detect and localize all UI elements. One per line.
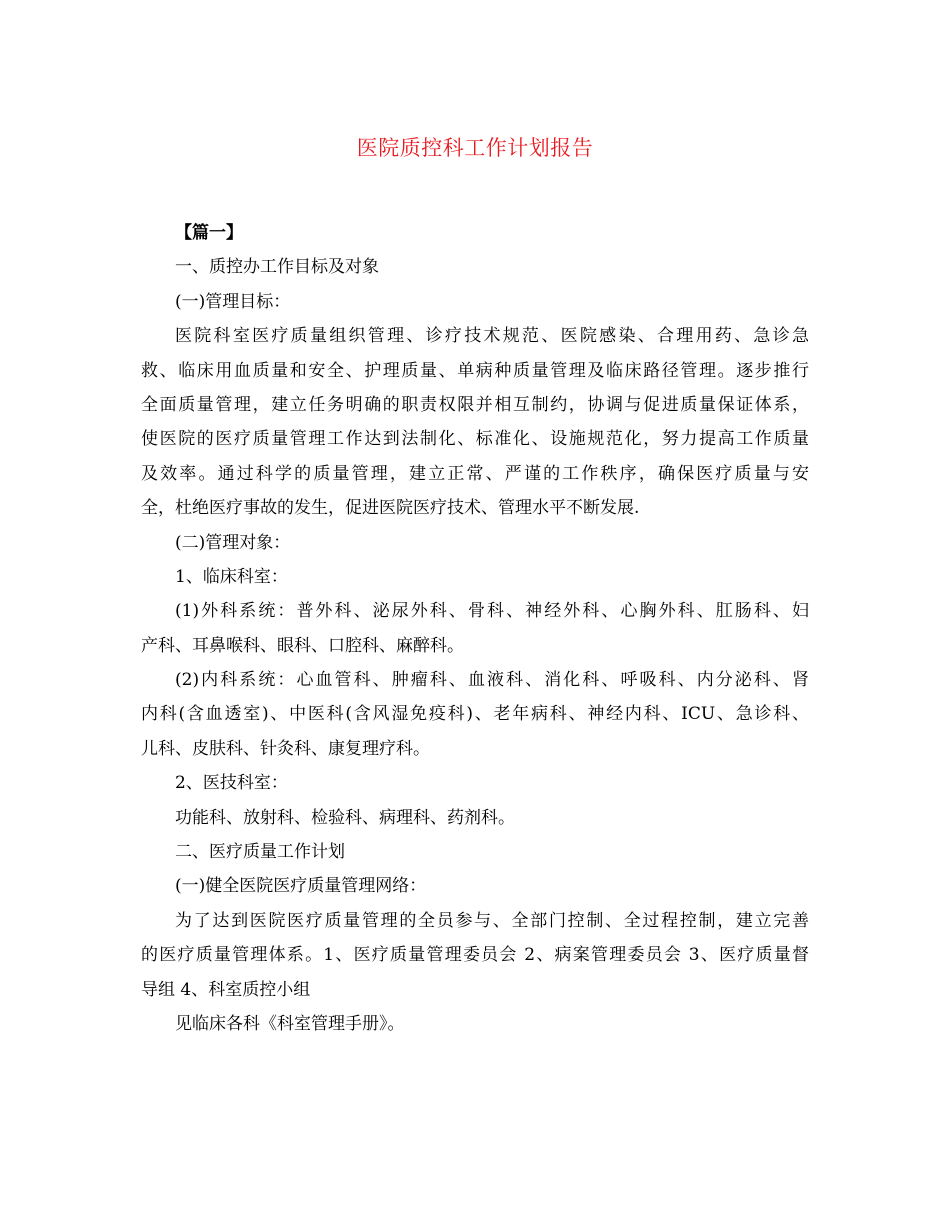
body-text-line: 产科、耳鼻喉科、眼科、口腔科、麻醉科。 bbox=[141, 635, 464, 656]
body-text-line: 见临床各科《科室管理手册》。 bbox=[175, 1013, 405, 1034]
body-text-line: 医院科室医疗质量组织管理、诊疗技术规范、医院感染、合理用药、急诊急 bbox=[175, 326, 809, 347]
body-text-line: (二)管理对象： bbox=[175, 532, 291, 553]
body-text-line: 的医疗质量管理体系。1、医疗质量管理委员会 2、病案管理委员会 3、医疗质量督 bbox=[141, 945, 809, 966]
body-text-line: 为了达到医院医疗质量管理的全员参与、全部门控制、全过程控制，建立完善 bbox=[175, 910, 809, 931]
body-text-line: 功能科、放射科、检验科、病理科、药剂科。 bbox=[175, 807, 515, 828]
section-heading: 【篇一】 bbox=[175, 223, 243, 243]
body-text-line: 儿科、皮肤科、针灸科、康复理疗科。 bbox=[141, 738, 430, 759]
body-text-line: 及效率。通过科学的质量管理，建立正常、严谨的工作秩序，确保医疗质量与安 bbox=[141, 463, 809, 484]
document-body bbox=[141, 216, 809, 1041]
body-text-line: 全，杜绝医疗事故的发生，促进医院医疗技术、管理水平不断发展. bbox=[141, 498, 640, 519]
body-text-line: 1、临床科室： bbox=[175, 566, 288, 587]
body-text-line: 导组 4、科室质控小组 bbox=[141, 979, 311, 1000]
body-text-line: 一、质控办工作目标及对象 bbox=[175, 257, 379, 278]
body-text-line: (1)外科系统：普外科、泌尿外科、骨科、神经外科、心胸外科、肛肠科、妇 bbox=[175, 601, 809, 622]
body-text-line: 救、临床用血质量和安全、护理质量、单病种质量管理及临床路径管理。逐步推行 bbox=[141, 360, 809, 381]
document-title: 医院质控科工作计划报告 bbox=[356, 136, 594, 160]
body-text-line: 使医院的医疗质量管理工作达到法制化、标准化、设施规范化，努力提高工作质量 bbox=[141, 429, 809, 450]
body-text-line: 全面质量管理，建立任务明确的职责权限并相互制约，协调与促进质量保证体系， bbox=[141, 394, 809, 415]
body-text-line: (一)管理目标： bbox=[175, 291, 291, 312]
body-text-line: (一)健全医院医疗质量管理网络： bbox=[175, 876, 427, 897]
body-text-line: 内科(含血透室)、中医科(含风湿免疫科)、老年病科、神经内科、ICU、急诊科、 bbox=[141, 704, 809, 725]
body-text-line: 二、医疗质量工作计划 bbox=[175, 842, 345, 863]
body-text-line: (2)内科系统：心血管科、肿瘤科、血液科、消化科、呼吸科、内分泌科、肾 bbox=[175, 670, 809, 691]
body-text-line: 2、医技科室： bbox=[175, 773, 288, 794]
